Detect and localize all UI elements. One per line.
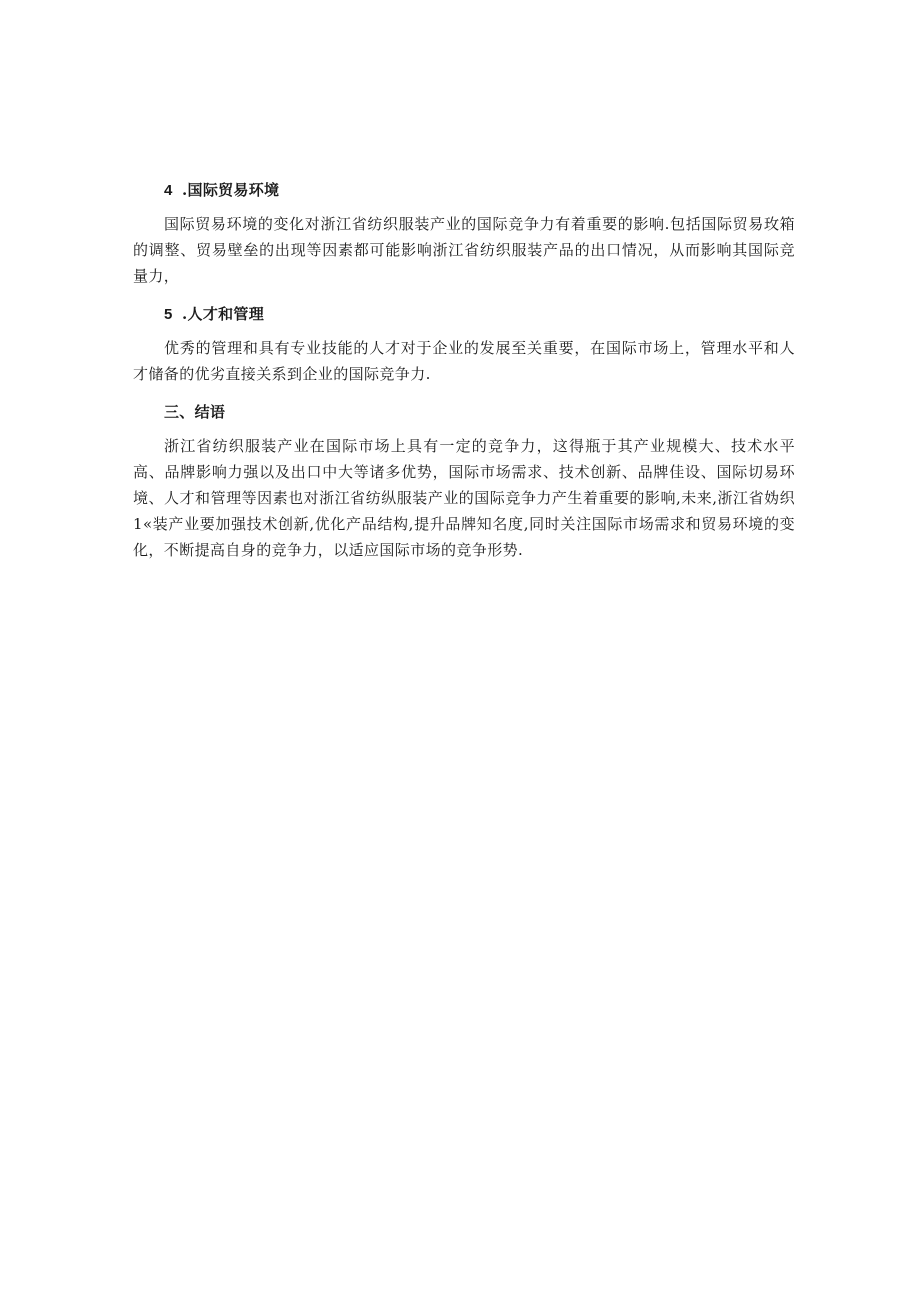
section-title: .国际贸易环境	[182, 181, 280, 199]
paragraph-trade-environment: 国际贸易环境的变化对浙江省纺织服装产业的国际竞争力有着重要的影响.包括国际贸易玫箱的调整、贸易壁垒的出现等因素都可能影响浙江省纺织服装产品的出口情况，从而影响其国际竞量力，	[133, 215, 795, 285]
paragraph-talent-management: 优秀的管理和具有专业技能的人才对于企业的发展至关重要，在国际市场上，管理水平和人才储备的优劣直接关系到企业的国际竞争力.	[133, 339, 795, 383]
section-number: 4	[164, 182, 173, 199]
section-number: 5	[164, 306, 173, 323]
document-body	[133, 178, 795, 563]
section-heading-talent-management	[133, 302, 795, 327]
section-heading-conclusion: 三、结语	[164, 403, 226, 421]
paragraph-conclusion: 浙江省纺织服装产业在国际市场上具有一定的竞争力，这得瓶于其产业规模大、技术水平高、品牌影响力强以及出口中大等诸多优势，国际市场需求、技术创新、品牌佳设、国际切易环境、人才和管理等因素也对浙江省纺纵服装产业的国际竞争力产生着重要的影响,未来,浙江省妫织1«装产业要加强技术创新,优化产品结构,提升品牌知名度,同时关注国际市场需求和贸易环境的变化，不断提高自身的竞争力，以适应国际市场的竞争形势.	[133, 437, 795, 559]
section-title: .人才和管理	[182, 305, 265, 323]
section-heading-trade-environment	[133, 178, 795, 203]
